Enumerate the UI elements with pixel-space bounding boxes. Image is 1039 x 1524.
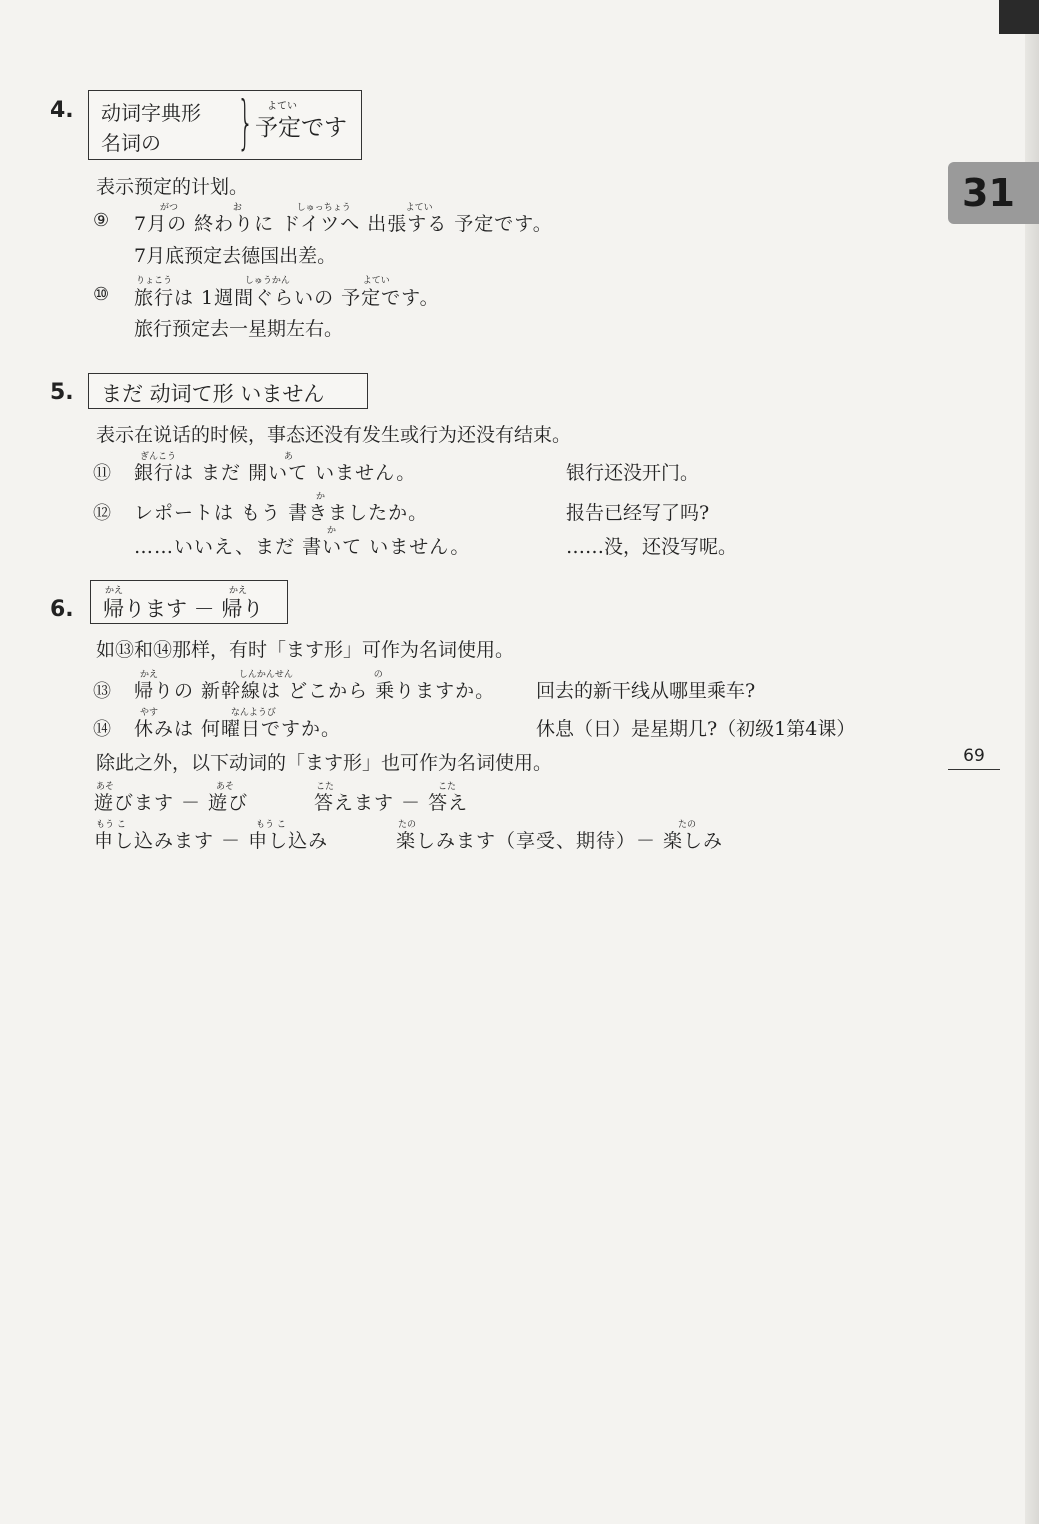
furigana: もう こ — [256, 820, 286, 830]
example-jp: 7月の 終わりに ドイツへ 出張する 予定です。 — [134, 213, 553, 235]
section-description: 表示预定的计划。 — [96, 176, 249, 198]
example-marker: ⑪ — [93, 463, 111, 484]
section-number-4: 4. — [50, 98, 74, 123]
pattern-line2: 名词の — [101, 131, 161, 155]
furigana: こた — [316, 782, 335, 792]
pattern-ruby: かえ — [229, 586, 248, 596]
furigana: たの — [398, 820, 417, 830]
furigana: たの — [678, 820, 697, 830]
example-jp: 帰りの 新幹線は どこから 乗りますか。 — [134, 680, 496, 702]
pattern-text: 帰ります － 帰り — [103, 597, 264, 621]
furigana-line: ぎんこう あ — [140, 452, 293, 462]
furigana: か — [316, 492, 326, 502]
furigana: こた — [438, 782, 457, 792]
example-marker: ⑭ — [93, 719, 111, 740]
furigana: もう こ — [96, 820, 126, 830]
furigana-line: がつ お しゅっちょう よてい — [160, 203, 433, 213]
pattern-text: まだ 动词て形 いません — [101, 382, 325, 406]
page-edge — [1025, 0, 1039, 1524]
section-number-5: 5. — [50, 380, 74, 405]
word-pair: 楽しみます（享受、期待）－ 楽しみ — [396, 830, 724, 852]
page-number: 69 — [948, 746, 1000, 770]
example-zh: 回去的新干线从哪里乘车? — [536, 680, 756, 702]
example-jp: 銀行は まだ 開いて いません。 — [134, 462, 417, 484]
furigana-line: かえ しんかんせん の — [140, 670, 383, 680]
example-marker: ⑫ — [93, 503, 111, 524]
brace-icon: } — [237, 88, 254, 156]
word-pair: 遊びます － 遊び — [94, 792, 249, 814]
pattern-right: 予定です — [255, 115, 347, 141]
pattern-ruby: よてい — [267, 101, 297, 112]
furigana-line: りょこう しゅうかん よてい — [136, 276, 390, 286]
furigana: か — [327, 526, 337, 536]
corner-mark — [999, 0, 1039, 34]
example-jp: ……いいえ、まだ 書いて いません。 — [134, 536, 471, 558]
example-zh: 旅行预定去一星期左右。 — [134, 318, 344, 340]
example-zh: 休息（日）是星期几?（初级1第4课） — [536, 718, 856, 740]
section-description: 如⑬和⑭那样，有时「ます形」可作为名词使用。 — [96, 639, 515, 661]
section-description-2: 除此之外，以下动词的「ます形」也可作为名词使用。 — [96, 752, 553, 774]
example-zh: ……没，还没写呢。 — [566, 536, 738, 558]
chapter-tab: 31 — [948, 162, 1039, 224]
example-zh: 银行还没开门。 — [566, 462, 700, 484]
example-marker: ⑩ — [93, 284, 110, 305]
example-marker: ⑨ — [93, 210, 110, 231]
pattern-ruby: かえ — [105, 586, 124, 596]
word-pair: 申し込みます － 申し込み — [94, 830, 329, 852]
example-jp: レポートは もう 書きましたか。 — [134, 502, 429, 524]
example-jp: 休みは 何曜日ですか。 — [134, 718, 342, 740]
example-zh: 报告已经写了吗? — [566, 502, 710, 524]
pattern-line1: 动词字典形 — [101, 101, 201, 125]
example-zh: 7月底预定去德国出差。 — [134, 245, 337, 267]
furigana: あそ — [216, 782, 235, 792]
example-marker: ⑬ — [93, 681, 111, 702]
pattern-box-4 — [88, 90, 362, 160]
pattern-box-5 — [88, 373, 368, 409]
furigana-line: やす なんようび — [140, 708, 276, 718]
word-pair: 答えます － 答え — [314, 792, 469, 814]
pattern-box-6 — [90, 580, 288, 624]
section-description: 表示在说话的时候，事态还没有发生或行为还没有结束。 — [96, 424, 572, 446]
example-jp: 旅行は 1週間ぐらいの 予定です。 — [134, 287, 440, 309]
section-number-6: 6. — [50, 597, 74, 622]
furigana: あそ — [96, 782, 115, 792]
